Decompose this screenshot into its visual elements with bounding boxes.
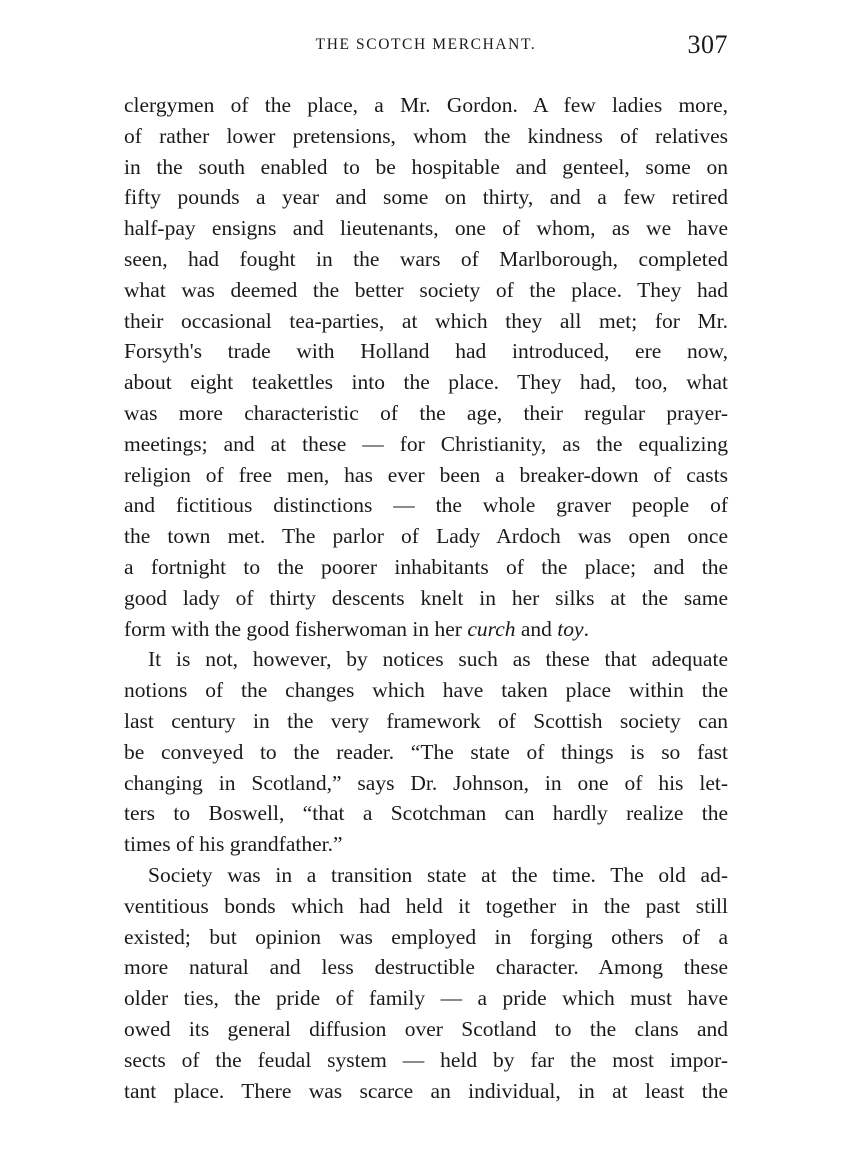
text-line: their occasional tea-parties, at which they all met; for Mr. [124, 308, 728, 333]
text-line: meetings; and at these — for Christianity, as the equalizing [124, 431, 728, 456]
running-head [124, 30, 728, 66]
text-line: Forsyth's trade with Holland had introduced, ere now, [124, 339, 728, 364]
text-line-paragraph-start: It is not, however, by notices such as these that adequate [148, 647, 728, 672]
text-line: the town met. The parlor of Lady Ardoch was open once [124, 524, 728, 549]
text-line: good lady of thirty descents knelt in her silks at the same [124, 585, 728, 610]
text-line: sects of the feudal system — held by far the most impor- [124, 1047, 728, 1072]
running-title: THE SCOTCH MERCHANT. [315, 36, 537, 53]
text-line: and fictitious distinctions — the whole graver people of [124, 493, 728, 518]
text-line: fifty pounds a year and some on thirty, and a few retired [124, 185, 728, 210]
text-line: existed; but opinion was employed in forging others of a [124, 924, 728, 949]
text-line: changing in Scotland,” says Dr. Johnson, in one of his let- [124, 770, 728, 795]
text-line: tant place. There was scarce an individual, in at least the [124, 1078, 728, 1103]
text-line: in the south enabled to be hospitable and genteel, some on [124, 154, 728, 179]
text-line: more natural and less destructible character. Among these [124, 955, 728, 980]
text-line: half-pay ensigns and lieutenants, one of whom, as we have [124, 216, 728, 241]
text-line: notions of the changes which have taken place within the [124, 678, 728, 703]
italic-word: toy [557, 616, 584, 641]
text-line: of rather lower pretensions, whom the kindness of relatives [124, 123, 728, 148]
text-line: be conveyed to the reader. “The state of things is so fast [124, 739, 728, 764]
text-line: religion of free men, has ever been a breaker-down of casts [124, 462, 728, 487]
text-run: and [515, 616, 558, 641]
text-line: a fortnight to the poorer inhabitants of the place; and the [124, 554, 728, 579]
text-line: owed its general diffusion over Scotland to the clans and [124, 1016, 728, 1041]
text-run: form with the good fisherwoman in her [124, 616, 468, 641]
body-text [124, 90, 728, 1106]
text-line: was more characteristic of the age, their regular prayer- [124, 400, 728, 425]
text-line: ters to Boswell, “that a Scotchman can hardly realize the [124, 801, 728, 826]
text-line: last century in the very framework of Scottish society can [124, 708, 728, 733]
text-line-paragraph-start: Society was in a transition state at the time. The old ad- [148, 862, 728, 887]
text-line-paragraph-end [124, 614, 728, 645]
text-line: older ties, the pride of family — a pride which must have [124, 986, 728, 1011]
text-line-paragraph-end: times of his grandfather.” [124, 832, 343, 857]
page-number: 307 [687, 30, 728, 59]
text-line: about eight teakettles into the place. They had, too, what [124, 370, 728, 395]
italic-word: curch [467, 616, 516, 641]
text-line: clergymen of the place, a Mr. Gordon. A few ladies more, [124, 93, 728, 117]
text-run: . [583, 616, 589, 641]
text-line: what was deemed the better society of the place. They had [124, 277, 728, 302]
text-line: seen, had fought in the wars of Marlborough, completed [124, 246, 728, 271]
text-line: ventitious bonds which had held it together in the past still [124, 893, 728, 918]
